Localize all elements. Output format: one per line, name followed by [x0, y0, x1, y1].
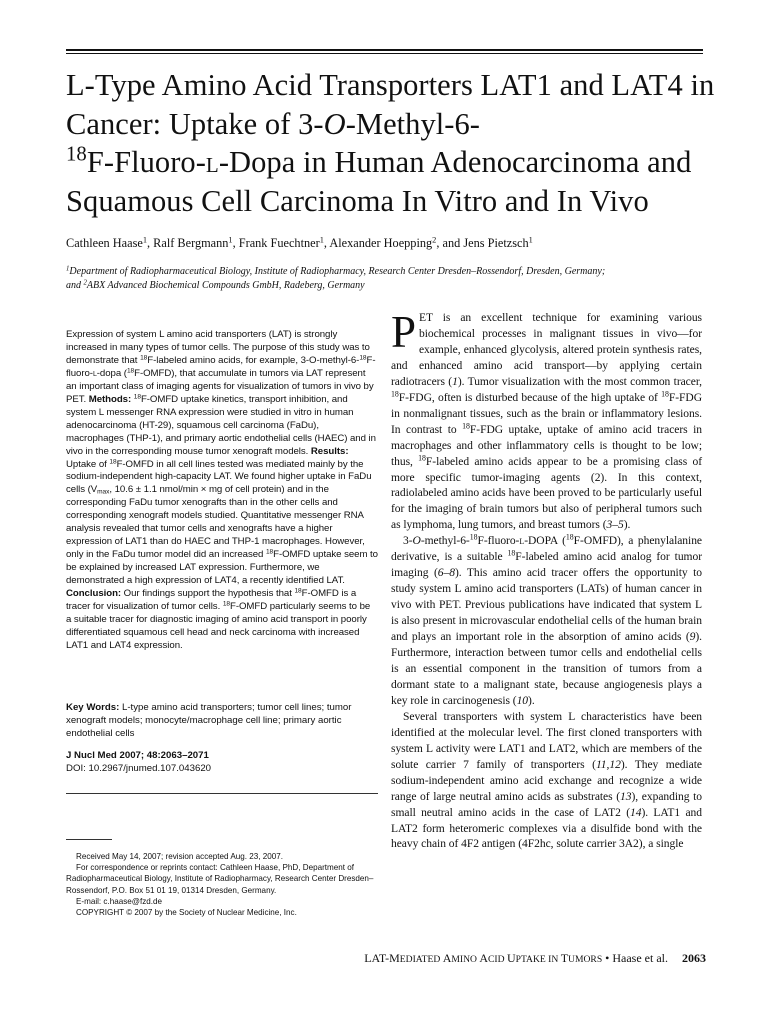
keywords: Key Words: L-type amino acid transporters; tumor cell lines; tumor xenograft models; monocyte/macrophage cell line; primary aortic endothelial cells: [66, 702, 352, 739]
email: E-mail: c.haase@fzd.de: [76, 896, 163, 906]
body-text: [391, 307, 703, 853]
body-paragraph-1: PET is an excellent technique for examining various biochemical processes in malignant tissues in vivo—for example, enhanced glycolysis, altered protein synthesis rates, and enhanced amino acid transport—by applying certain radiotracers (1). Tumor visualization with the most common tracer, $^{18}$F-FDG, often is disturbed because of the high uptake of $^{18}$F-FDG in nonmalignant tissues, such as the brain or inflammatory lesions. In contrast to $^{18}$F-FDG uptake, uptake of amino acid tracers in macrophages and other inflammatory cells is thought to be low; thus, $^{18}$F-labeled amino acids appear to be a promising class of more specific tumor-imaging agents (2). In this context, radiolabeled amino acids have been proved to be particularly useful for the imaging of brain tumors but also of peripheral tumors such as lymphoma, lung tumors, and breast tumors (3–5).: [391, 307, 703, 532]
footnote-divider-short: [66, 839, 112, 840]
received-dates: Received May 14, 2007; revision accepted Aug. 23, 2007.: [76, 852, 283, 861]
body-paragraph-2: 3-O-methyl-6-$^{18}$F-fluoro-l-DOPA ($^{18}$F-OMFD), a phenylalanine derivative, is a suitable $^{18}$F-labeled amino acid analog for tumor imaging (6–8). This amino acid tracer offers the opportunity to study system L amino acid transporters (LATs) of human cancer in vivo with PET. Previous publications have indicated that system L is also present in microvascular endothelial cells of the human brain and plays an important role in the absorption of amino acids (9). Furthermore, interaction between tumor cells and endothelial cells is an essential component in the transition of tumors from a dormant state to a malignant state, because angiogenesis plays a key role in carcinogenesis (10).: [391, 533, 702, 707]
article-title: L-Type Amino Acid Transporters LAT1 and LAT4 in Cancer: Uptake of 3-O-Methyl-6- $^{18}$F-Fluoro-l-Dopa in Human Adenocarcinoma and Squamous Cell Carcinoma In Vitro and In Vivo: [66, 68, 715, 218]
methods-label: Methods:: [88, 393, 132, 405]
doi: DOI: 10.2967/jnumed.107.043620: [66, 762, 212, 774]
affiliations: $^1$Department of Radiopharmaceutical Biology, Institute of Radiopharmacy, Research Center Dresden–Rossendorf, Dresden, Germany; and $^2$ABX Advanced Biochemical Compounds GmbH, Radeberg, Germany: [66, 265, 606, 291]
results-label: Results:: [310, 445, 349, 457]
page-footer: LAT-MEDIATED AMINO ACID UPTAKE IN TUMORS • Haase et al. 2063: [364, 951, 706, 965]
correspondence: For correspondence or reprints contact: Cathleen Haase, PhD, Department of Radiopharmaceutical Biology, Institute of Radiopharmacy, Research Center Dresden–Rossendorf, P.O. Box 51 01 19, 01314 Dresden, Germany.: [66, 863, 374, 895]
footnotes: [66, 851, 378, 918]
running-authors: Haase et al.: [612, 951, 668, 965]
top-rule-thin: [66, 53, 703, 54]
conclusion-label: Conclusion:: [66, 588, 122, 600]
copyright: COPYRIGHT © 2007 by the Society of Nuclear Medicine, Inc.: [76, 908, 297, 918]
body-paragraph-3: Several transporters with system L characteristics have been identified at the molecular level. The first cloned transporters with system L activity were LAT1 and LAT2, which are members of the solute carrier 7 family of transporters (11,12). They mediate sodium-independent amino acid exchange and recognize a wide range of large neutral amino acids as substrates (13), expanding to small neutral amino acids in the case of LAT2 (14). LAT1 and LAT2 form heteromeric complexes via a disulfide bond with the heavy chain of 4F2 antigen (4F2hc, solute carrier 3A2), a single: [391, 710, 703, 851]
author-list: Cathleen Haase$^1$, Ralf Bergmann$^1$, Frank Fuechtner$^1$, Alexander Hoepping$^2$, and Jens Pietzsch$^1$: [66, 235, 533, 250]
page-number: 2063: [682, 951, 706, 965]
drop-cap: P: [391, 307, 416, 357]
footnote-divider: [66, 793, 378, 794]
running-head: LAT-MEDIATED AMINO ACID UPTAKE IN TUMORS: [364, 951, 603, 965]
abstract: Expression of system L amino acid transporters (LAT) is strongly increased in many types of tumor cells. The purpose of this study was to demonstrate that $^{18}$F-labeled amino acids, for example, 3-O-methyl-6-$^{18}$F-fluoro-l-dopa ($^{18}$F-OMFD), that accumulate in tumors via LAT represent an important class of imaging agents for visualization of tumors in vivo by PET. Methods: $^{18}$F-OMFD uptake kinetics, transport inhibition, and system L messenger RNA expression were studied in vitro in human adenocarcinoma (HT-29), squamous cell carcinoma (FaDu), macrophages (THP-1), and primary aortic endothelial cells (HAEC) and in vivo in the corresponding mouse tumor xenograft models. Results: Uptake of $^{18}$F-OMFD in all cell lines tested was mediated mainly by the sodium-independent high-capacity LAT. We found higher uptake in FaDu cells ($V_{max}$, 10.6 ± 1.1 nmol/min × mg of cell protein) and in the corresponding FaDu tumor xenografts than in the other cells and corresponding xenograft models studied. Quantitative messenger RNA analysis revealed that tumor cells and xenografts have a higher expression of LAT1 than do HAEC and THP-1 macrophages. However, only in the FaDu tumor model did an increased $^{18}$F-OMFD uptake seem to be explained by increased LAT expression. Furthermore, we demonstrated a high expression of LAT4, a recently identified LAT. Conclusion: Our findings support the hypothesis that $^{18}$F-OMFD is a tracer for visualization of tumor cells. $^{18}$F-OMFD particularly seems to be a suitable tracer for diagnostic imaging of amino acid transport in poorly differentiated squamous cell head and neck carcinoma with increased LAT1 and LAT4 expression.: [66, 329, 378, 651]
journal-citation: J Nucl Med 2007; 48:2063–2071 DOI: 10.2967/jnumed.107.043620: [66, 750, 212, 774]
top-rule-thick: [66, 49, 703, 51]
